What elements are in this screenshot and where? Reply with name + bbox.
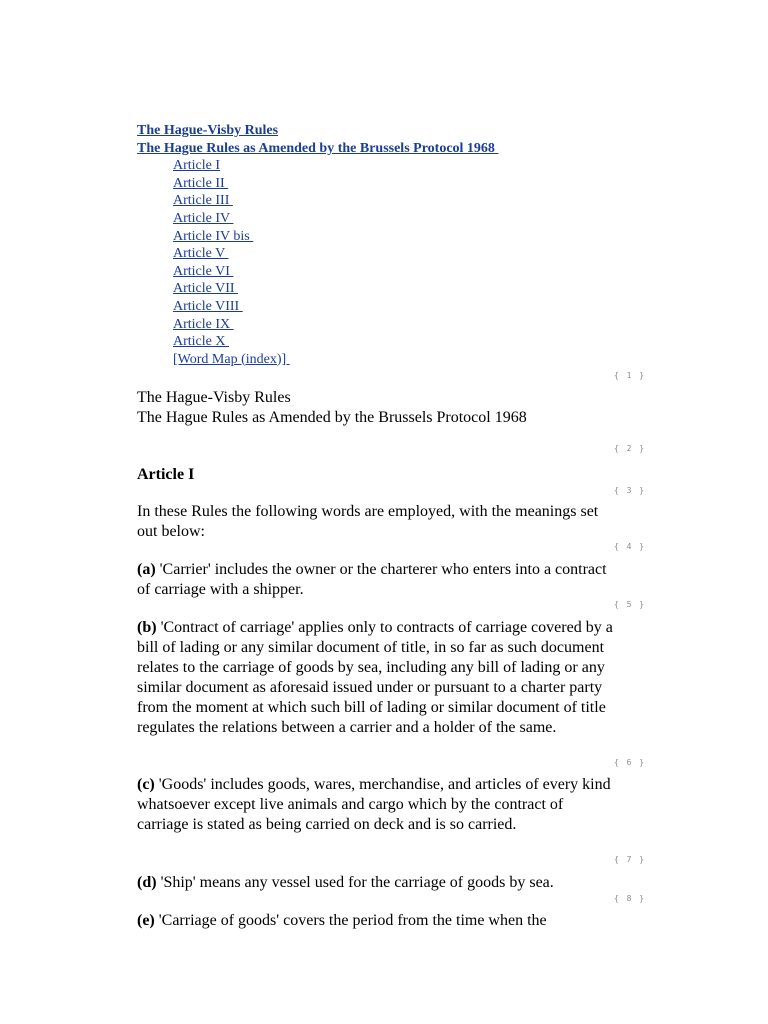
toc-link-article-8[interactable]: Article VIII xyxy=(173,298,243,314)
definition-label: (c) xyxy=(137,776,155,793)
toc-link-subtitle[interactable]: The Hague Rules as Amended by the Brussels Protocol 1968 xyxy=(137,140,499,156)
toc-link-article-1[interactable]: Article I xyxy=(173,158,221,174)
paragraph-marker-8: { 8 } xyxy=(614,894,646,903)
paragraph-marker-3: { 3 } xyxy=(614,486,646,495)
toc-link-article-4[interactable]: Article IV xyxy=(173,210,234,226)
toc-link-title[interactable]: The Hague-Visby Rules xyxy=(137,123,279,138)
toc-link-word-map[interactable]: [Word Map (index)] xyxy=(173,351,290,367)
definition-a xyxy=(137,560,617,600)
definition-e xyxy=(137,911,617,931)
intro-paragraph: In these Rules the following words are employed, with the meanings set out below: xyxy=(137,503,599,540)
definition-text: 'Carrier' includes the owner or the charterer who enters into a contract of carriage with a shipper. xyxy=(137,561,607,598)
table-of-contents xyxy=(137,122,498,368)
definition-text: 'Ship' means any vessel used for the carriage of goods by sea. xyxy=(156,874,554,891)
definition-c xyxy=(137,775,617,835)
definition-label: (d) xyxy=(137,874,157,891)
toc-link-article-4-bis[interactable]: Article IV bis xyxy=(173,228,254,244)
toc-link-article-6[interactable]: Article VI xyxy=(173,263,234,279)
toc-link-article-9[interactable]: Article IX xyxy=(173,316,234,332)
definition-text: 'Contract of carriage' applies only to contracts of carriage covered by a bill of lading or any similar document of title, in so far as such document relates to the carriage of goods by sea, including any bill of lading or any similar document as aforesaid issued under or pursuant to a charter party from the moment at which such bill of lading or similar document of title regulates the relations between a carrier and a holder of the same. xyxy=(137,619,613,736)
paragraph-marker-6: { 6 } xyxy=(614,758,646,767)
toc-link-article-10[interactable]: Article X xyxy=(173,334,229,350)
toc-link-article-5[interactable]: Article V xyxy=(173,246,229,262)
paragraph-marker-2: { 2 } xyxy=(614,444,646,453)
title-line-1: The Hague-Visby Rules xyxy=(137,389,291,406)
toc-link-article-2[interactable]: Article II xyxy=(173,175,229,191)
paragraph-marker-7: { 7 } xyxy=(614,855,646,864)
definition-label: (b) xyxy=(137,619,157,636)
article-heading: Article I xyxy=(137,466,195,483)
toc-link-article-3[interactable]: Article III xyxy=(173,193,233,209)
definition-text: 'Carriage of goods' covers the period from the time when the xyxy=(154,912,547,929)
paragraph-marker-5: { 5 } xyxy=(614,600,646,609)
definition-d xyxy=(137,873,617,893)
paragraph-marker-4: { 4 } xyxy=(614,542,646,551)
title-line-2: The Hague Rules as Amended by the Brussels Protocol 1968 xyxy=(137,409,527,426)
paragraph-marker-1: { 1 } xyxy=(614,371,646,380)
definition-label: (e) xyxy=(137,912,155,929)
definition-label: (a) xyxy=(137,561,156,578)
document-title xyxy=(137,388,617,428)
definition-b xyxy=(137,618,617,738)
toc-link-article-7[interactable]: Article VII xyxy=(173,281,239,297)
definition-text: 'Goods' includes goods, wares, merchandise, and articles of every kind whatsoever except live animals and cargo which by the contract of carriage is stated as being carried on deck and is so carried. xyxy=(137,776,611,833)
